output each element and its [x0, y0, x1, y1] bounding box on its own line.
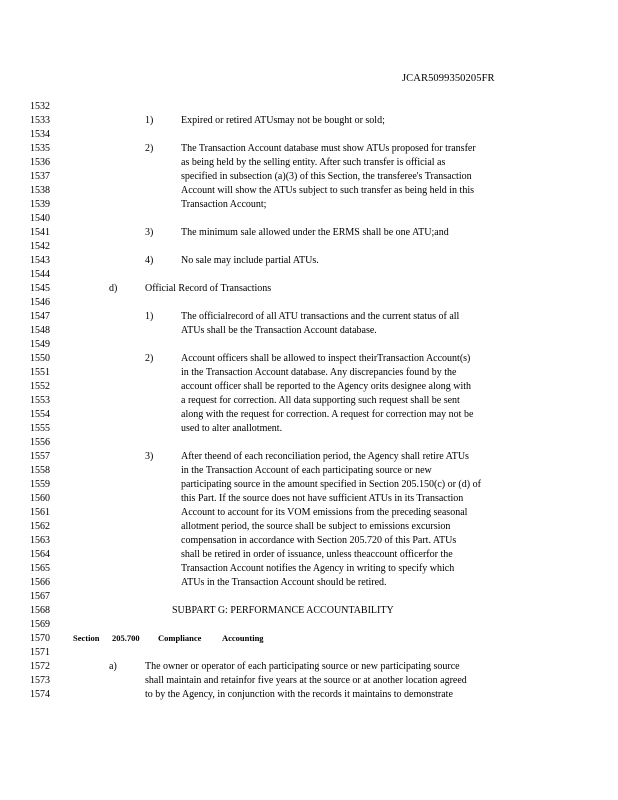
item-text-line: shall be retired in order of issuance, unless theaccount officerfor the: [181, 549, 453, 560]
line-number: 1564: [30, 549, 50, 560]
line-number: 1535: [30, 143, 50, 154]
line-number: 1549: [30, 339, 50, 350]
line-number: 1569: [30, 619, 50, 630]
line-number: 1553: [30, 395, 50, 406]
line-number: 1574: [30, 689, 50, 700]
item-text: The minimum sale allowed under the ERMS shall be one ATU;and: [181, 227, 449, 238]
section-label: Section: [73, 633, 100, 643]
line-number: 1548: [30, 325, 50, 336]
line-number: 1536: [30, 157, 50, 168]
document-id: JCAR5099350205FR: [402, 73, 495, 84]
line-number: 1544: [30, 269, 50, 280]
item-text-line: Account to account for its VOM emissions from the preceding seasonal: [181, 507, 468, 518]
line-number: 1551: [30, 367, 50, 378]
line-number: 1547: [30, 311, 50, 322]
line-number: 1552: [30, 381, 50, 392]
line-number: 1562: [30, 521, 50, 532]
line-number: 1540: [30, 213, 50, 224]
line-number: 1557: [30, 451, 50, 462]
item-text-line: After theend of each reconciliation period, the Agency shall retire ATUs: [181, 451, 469, 462]
item-text-line: Transaction Account notifies the Agency in writing to specify which: [181, 563, 455, 574]
line-number: 1550: [30, 353, 50, 364]
item-text-line: Transaction Account;: [181, 199, 267, 210]
subsection-text-line: to by the Agency, in conjunction with the records it maintains to demonstrate: [145, 689, 453, 700]
item-text-line: account officer shall be reported to the Agency orits designee along with: [181, 381, 471, 392]
line-number: 1563: [30, 535, 50, 546]
section-title-word: Accounting: [222, 633, 264, 643]
subpart-heading: SUBPART G: PERFORMANCE ACCOUNTABILITY: [172, 605, 394, 616]
item-text-line: The Transaction Account database must show ATUs proposed for transfer: [181, 143, 476, 154]
line-number: 1567: [30, 591, 50, 602]
item-marker: 4): [145, 255, 154, 266]
item-text-line: used to alter anallotment.: [181, 423, 283, 434]
line-number: 1537: [30, 171, 50, 182]
subsection-text-line: The owner or operator of each participating source or new participating source: [145, 661, 460, 672]
section-number: 205.700: [112, 633, 140, 643]
item-text-line: allotment period, the source shall be subject to emissions excursion: [181, 521, 451, 532]
line-number: 1533: [30, 115, 50, 126]
line-number: 1532: [30, 101, 50, 112]
line-number: 1560: [30, 493, 50, 504]
item-text-line: this Part. If the source does not have sufficient ATUs in its Transaction: [181, 493, 464, 504]
line-number: 1538: [30, 185, 50, 196]
item-marker: 2): [145, 353, 154, 364]
subsection-text-line: shall maintain and retainfor five years at the source or at another location agreed: [145, 675, 467, 686]
line-number: 1573: [30, 675, 50, 686]
line-number: 1541: [30, 227, 50, 238]
item-text-line: as being held by the selling entity. After such transfer is official as: [181, 157, 446, 168]
subsection-title: Official Record of Transactions: [145, 283, 272, 294]
line-number: 1566: [30, 577, 50, 588]
item-text-line: in the Transaction Account database. Any discrepancies found by the: [181, 367, 457, 378]
section-title-word: Compliance: [158, 633, 202, 643]
item-text-line: specified in subsection (a)(3) of this Section, the transferee's Transaction: [181, 171, 472, 182]
item-text-line: Account will show the ATUs subject to such transfer as being held in this: [181, 185, 475, 196]
item-text-line: in the Transaction Account of each participating source or new: [181, 465, 432, 476]
item-text: Expired or retired ATUsmay not be bought or sold;: [181, 115, 385, 126]
subsection-marker: d): [109, 283, 118, 294]
line-number: 1546: [30, 297, 50, 308]
line-number: 1542: [30, 241, 50, 252]
line-number: 1565: [30, 563, 50, 574]
line-number: 1539: [30, 199, 50, 210]
item-text-line: Account officers shall be allowed to inspect theirTransaction Account(s): [181, 353, 471, 364]
line-number: 1570: [30, 633, 50, 644]
item-marker: 1): [145, 115, 154, 126]
item-text-line: The officialrecord of all ATU transactions and the current status of all: [181, 311, 460, 322]
item-text-line: compensation in accordance with Section 205.720 of this Part. ATUs: [181, 535, 457, 546]
line-number: 1543: [30, 255, 50, 266]
line-number: 1554: [30, 409, 50, 420]
line-number: 1572: [30, 661, 50, 672]
line-number: 1555: [30, 423, 50, 434]
item-text-line: participating source in the amount specified in Section 205.150(c) or (d) of: [181, 479, 481, 490]
line-number: 1545: [30, 283, 50, 294]
line-number: 1534: [30, 129, 50, 140]
item-text: No sale may include partial ATUs.: [181, 255, 319, 266]
item-text-line: a request for correction. All data supporting such request shall be sent: [181, 395, 460, 406]
item-marker: 3): [145, 227, 154, 238]
item-text-line: ATUs shall be the Transaction Account database.: [181, 325, 377, 336]
item-marker: 2): [145, 143, 154, 154]
line-number: 1571: [30, 647, 50, 658]
line-number: 1558: [30, 465, 50, 476]
item-text-line: along with the request for correction. A request for correction may not be: [181, 409, 474, 420]
line-number: 1559: [30, 479, 50, 490]
subsection-marker: a): [109, 661, 117, 672]
item-text-line: ATUs in the Transaction Account should be retired.: [181, 577, 387, 588]
line-number: 1556: [30, 437, 50, 448]
line-number: 1561: [30, 507, 50, 518]
item-marker: 3): [145, 451, 154, 462]
item-marker: 1): [145, 311, 154, 322]
line-number: 1568: [30, 605, 50, 616]
